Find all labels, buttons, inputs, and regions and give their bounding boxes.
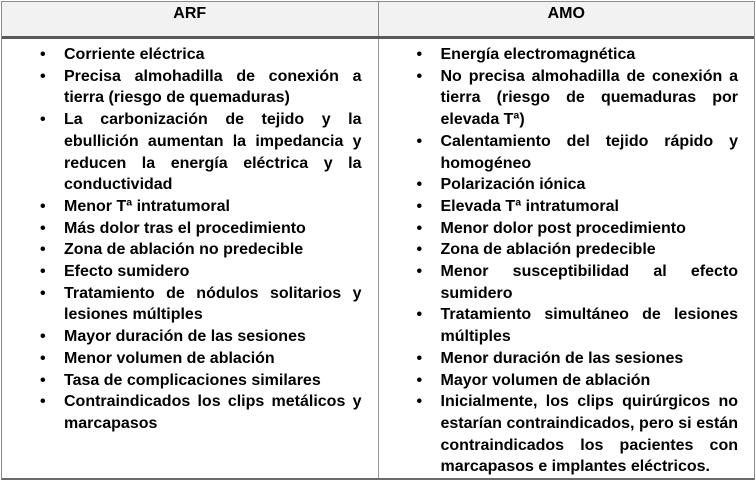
list-item-text: Zona de ablación predecible: [440, 241, 656, 259]
list-item-text: Mayor volumen de ablación: [440, 371, 651, 389]
list-item-text: Zona de ablación no predecible: [64, 241, 304, 259]
list-item: [18, 239, 362, 261]
bullet-icon: •: [416, 263, 423, 281]
list-item-text: Tratamiento simultáneo de lesiones múltiples: [440, 306, 738, 346]
list-item: [18, 261, 362, 283]
list-item: [18, 283, 362, 326]
arf-bullet-list: [18, 44, 362, 435]
list-item: [18, 370, 362, 392]
list-item: [395, 370, 739, 392]
list-item-text: Menor duración de las sesiones: [440, 349, 684, 367]
list-item: [395, 391, 739, 478]
bullet-icon: •: [416, 176, 423, 194]
column-header-arf: ARF: [173, 5, 207, 22]
list-item-text: Tasa de complicaciones similares: [64, 371, 321, 389]
list-item-text: Tratamiento de nódulos solitarios y lesiones múltiples: [64, 284, 362, 324]
list-item-text: Menor susceptibilidad al efecto sumidero: [440, 263, 738, 302]
list-item-text: Menor volumen de ablación: [64, 349, 275, 367]
list-item-text: Energía electromagnética: [440, 46, 636, 63]
list-item: [18, 109, 362, 196]
list-item: [18, 348, 362, 370]
bullet-icon: •: [416, 371, 423, 389]
list-item: [18, 218, 362, 240]
bullet-icon: •: [40, 263, 46, 281]
bullet-icon: •: [416, 349, 423, 367]
list-item-text: No precisa almohadilla de conexión a tierra (riesgo de quemaduras por elevada Tª): [440, 67, 738, 129]
list-item-text: Elevada Tª intratumoral: [440, 197, 619, 215]
list-item: [395, 348, 739, 370]
list-item: [395, 174, 739, 196]
bullet-icon: •: [416, 393, 423, 411]
list-item-text: Calentamiento del tejido rápido y homogéneo: [440, 132, 738, 172]
list-item: [395, 131, 739, 174]
bullet-icon: •: [416, 219, 423, 237]
bullet-icon: •: [416, 306, 423, 324]
bullet-icon: •: [416, 197, 423, 215]
list-item-text: Corriente eléctrica: [64, 46, 205, 63]
list-item: [395, 44, 739, 66]
list-item: [18, 326, 362, 348]
list-item: [395, 304, 739, 347]
bullet-icon: •: [40, 67, 46, 85]
list-item: [395, 261, 739, 304]
list-item-text: Contraindicados los clips metálicos y marcapasos: [64, 393, 362, 432]
list-item-text: La carbonización de tejido y la ebullición aumentan la impedancia y reducen la energía eléctrica y la conductividad: [64, 111, 362, 194]
list-item-text: Menor Tª intratumoral: [64, 197, 230, 215]
bullet-icon: •: [40, 46, 46, 63]
bullet-icon: •: [40, 241, 46, 259]
list-item: [395, 218, 739, 240]
list-item-text: Mayor duración de las sesiones: [64, 328, 306, 346]
list-item: [18, 44, 362, 66]
bullet-icon: •: [40, 219, 46, 237]
list-item: [395, 239, 739, 261]
list-item-text: Menor dolor post procedimiento: [440, 219, 686, 237]
list-item: [395, 66, 739, 131]
list-item: [18, 196, 362, 218]
list-item-text: Inicialmente, los clips quirúrgicos no estarían contraindicados, pero si están contraindicados los pacientes con marcapasos e implantes eléctricos.: [440, 393, 738, 476]
list-item: [395, 196, 739, 218]
table-body-row: [2, 39, 754, 478]
bullet-icon: •: [40, 349, 46, 367]
bullet-icon: •: [40, 393, 46, 411]
bullet-icon: •: [416, 241, 423, 259]
bullet-icon: •: [416, 67, 423, 85]
bullet-icon: •: [40, 284, 46, 302]
bullet-icon: •: [416, 132, 423, 150]
bullet-icon: •: [40, 197, 46, 215]
bullet-icon: •: [40, 111, 46, 129]
list-item-text: Precisa almohadilla de conexión a tierra (riesgo de quemaduras): [64, 67, 362, 107]
list-item-text: Más dolor tras el procedimiento: [64, 219, 306, 237]
list-item-text: Polarización iónica: [440, 176, 586, 194]
bullet-icon: •: [40, 328, 46, 346]
column-header-amo: AMO: [378, 2, 755, 36]
list-item: [18, 391, 362, 434]
list-item-text: Efecto sumidero: [64, 263, 190, 281]
bullet-icon: •: [416, 46, 423, 63]
list-item: [18, 66, 362, 109]
table-cell-arf: [2, 39, 378, 478]
table-header-row: [2, 2, 754, 39]
comparison-table: [1, 1, 755, 480]
bullet-icon: •: [40, 371, 46, 389]
amo-bullet-list: [395, 44, 739, 478]
table-cell-amo: [378, 39, 755, 478]
